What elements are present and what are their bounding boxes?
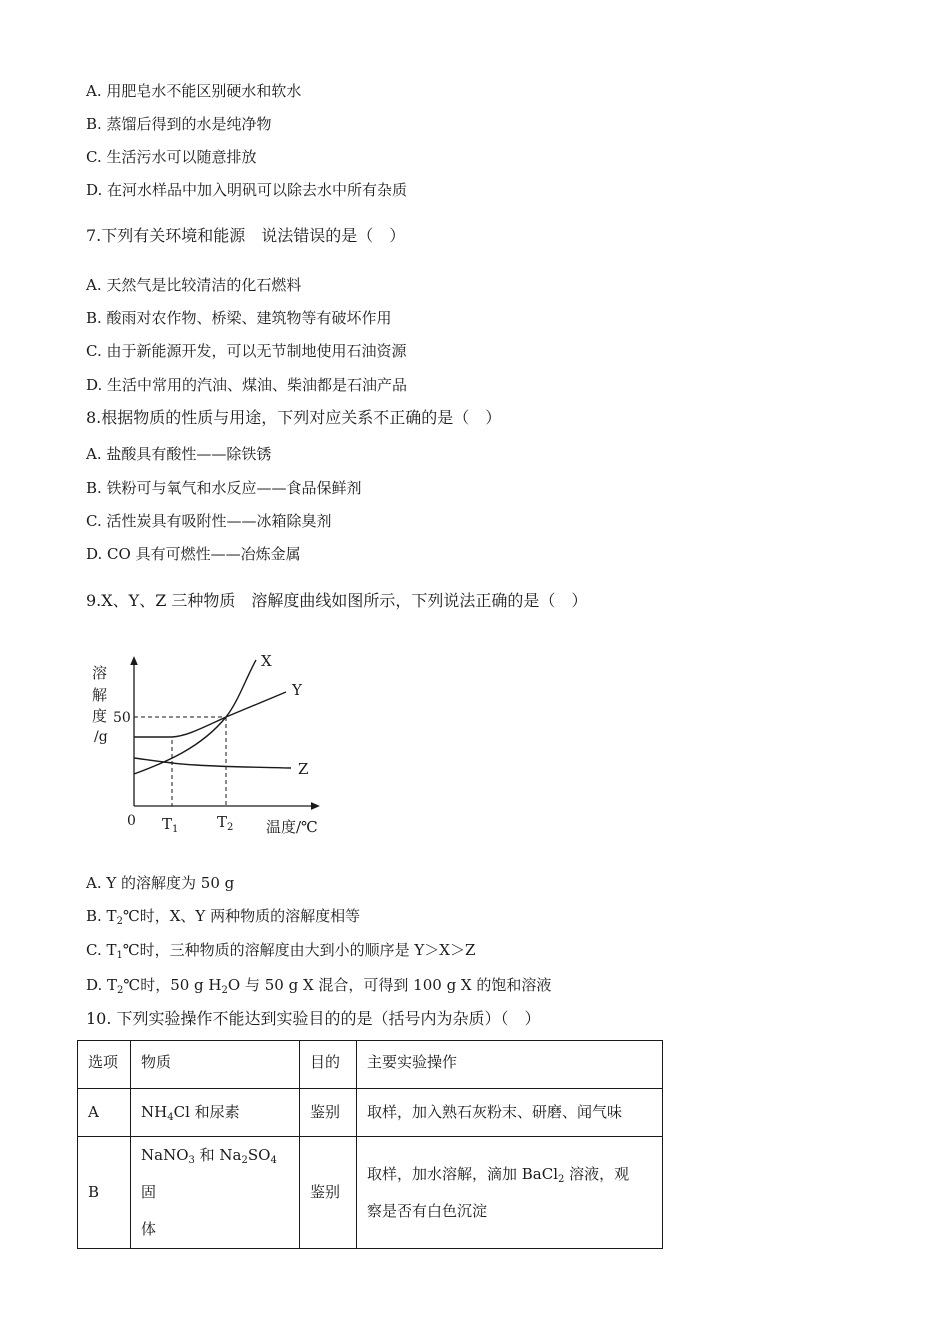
q9-option-c: C. $T_1℃$时，三种物质的溶解度由大到小的顺序是 Y＞X＞Z xyxy=(86,941,476,961)
curve-z xyxy=(134,758,291,768)
q8-option-d: D. CO 具有可燃性——冶炼金属 xyxy=(86,545,301,563)
q8-title: 8.根据物质的性质与用途，下列对应关系不正确的是（ ） xyxy=(86,408,502,427)
table-row xyxy=(78,1089,663,1137)
origin-label: 0 xyxy=(127,813,136,829)
xtick-t1: $T_1$ xyxy=(162,815,179,835)
q6-option-a: A. 用肥皂水不能区别硬水和软水 xyxy=(86,82,302,100)
q8-option-c: C. 活性炭具有吸附性——冰箱除臭剂 xyxy=(86,512,332,530)
ylabel-char-4: /g xyxy=(94,729,108,745)
row-a-purpose: 鉴别 xyxy=(300,1089,357,1137)
solubility-chart xyxy=(86,648,336,843)
label-z: Z xyxy=(298,760,309,778)
q9-option-b: B. $T_2℃$时，X、Y 两种物质的溶解度相等 xyxy=(86,907,361,927)
header-operation: 主要实验操作 xyxy=(357,1041,663,1089)
row-b-purpose: 鉴别 xyxy=(300,1137,357,1249)
ylabel-char-1: 溶 xyxy=(92,664,108,682)
row-b-option: B xyxy=(78,1137,131,1249)
xlabel: 温度/℃ xyxy=(266,818,318,836)
q10-table xyxy=(77,1040,663,1249)
row-b-substance: NaNO$_3$ 和 $Na_2SO_4$ 固 体 xyxy=(131,1137,300,1249)
ylabel-char-2: 解 xyxy=(92,686,108,704)
q9-option-d: D. $T_2℃$时，50 g $H_2O$ 与 50 g X 混合，可得到 100 g X 的饱和溶液 xyxy=(86,976,552,996)
ytick-50: 50 xyxy=(113,710,131,726)
q7-option-d: D. 生活中常用的汽油、煤油、柴油都是石油产品 xyxy=(86,376,408,394)
q7-option-c: C. 由于新能源开发，可以无节制地使用石油资源 xyxy=(86,342,407,360)
q6-option-d: D. 在河水样品中加入明矾可以除去水中所有杂质 xyxy=(86,181,408,199)
q10-title: 10. 下列实验操作不能达到实验目的的是（括号内为杂质）（ ） xyxy=(86,1009,541,1028)
table-row xyxy=(78,1137,663,1249)
q7-title: 7.下列有关环境和能源 说法错误的是（ ） xyxy=(86,226,406,245)
table-header-row xyxy=(78,1041,663,1089)
curve-x xyxy=(134,660,256,774)
q6-option-c: C. 生活污水可以随意排放 xyxy=(86,148,257,166)
q7-option-b: B. 酸雨对农作物、桥梁、建筑物等有破坏作用 xyxy=(86,309,392,327)
row-a-option: A xyxy=(78,1089,131,1137)
header-option: 选项 xyxy=(78,1041,131,1089)
q7-option-a: A. 天然气是比较清洁的化石燃料 xyxy=(86,276,302,294)
label-y: Y xyxy=(292,681,302,699)
header-purpose: 目的 xyxy=(300,1041,357,1089)
q8-option-b: B. 铁粉可与氧气和水反应——食品保鲜剂 xyxy=(86,479,362,497)
q9-title: 9.X、Y、Z 三种物质 溶解度曲线如图所示，下列说法正确的是（ ） xyxy=(86,591,588,610)
q6-option-b: B. 蒸馏后得到的水是纯净物 xyxy=(86,115,272,133)
xtick-t2: $T_2$ xyxy=(217,813,234,833)
q9-option-a: A. Y 的溶解度为 50 g xyxy=(86,874,235,892)
header-substance: 物质 xyxy=(131,1041,300,1089)
q8-option-a: A. 盐酸具有酸性——除铁锈 xyxy=(86,445,272,463)
row-a-substance: $NH_4Cl$ 和尿素 xyxy=(131,1089,300,1137)
row-a-operation: 取样，加入熟石灰粉末、研磨、闻气味 xyxy=(357,1089,663,1137)
ylabel-char-3: 度 xyxy=(92,707,108,725)
row-b-operation: 取样，加水溶解，滴加 BaCl$_2$ 溶液，观 察是否有白色沉淀 xyxy=(357,1137,663,1249)
label-x: X xyxy=(261,652,272,670)
curve-y xyxy=(134,692,286,737)
